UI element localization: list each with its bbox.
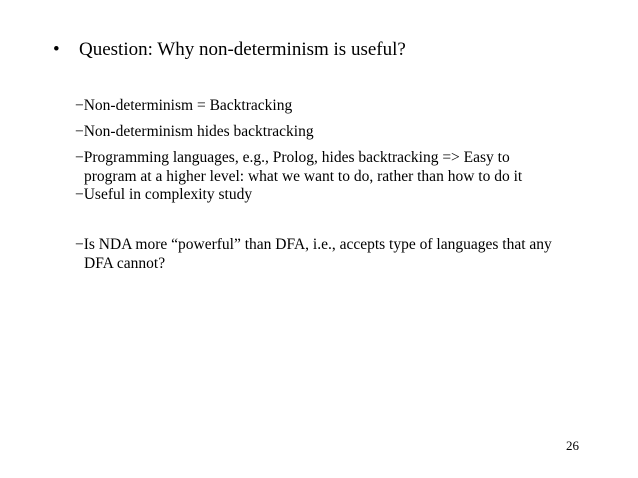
sub-item-complexity: −Useful in complexity study — [75, 186, 253, 203]
sub-item-programming-line-2: program at a higher level: what we want to do, rather than how to do it — [84, 168, 523, 185]
sub-item-backtracking: −Non-determinism = Backtracking — [75, 97, 293, 114]
sub-item-nda-line-1: −Is NDA more “powerful” than DFA, i.e., accepts type of languages that any — [75, 236, 552, 253]
question-text: Question: Why non-determinism is useful? — [79, 39, 406, 60]
sub-item-programming-line-1: −Programming languages, e.g., Prolog, hides backtracking => Easy to — [75, 149, 510, 166]
bullet-icon: • — [53, 39, 60, 60]
sub-item-nda-line-2: DFA cannot? — [84, 255, 166, 272]
page-number: 26 — [566, 438, 579, 453]
sub-item-hides-backtracking: −Non-determinism hides backtracking — [75, 123, 314, 140]
